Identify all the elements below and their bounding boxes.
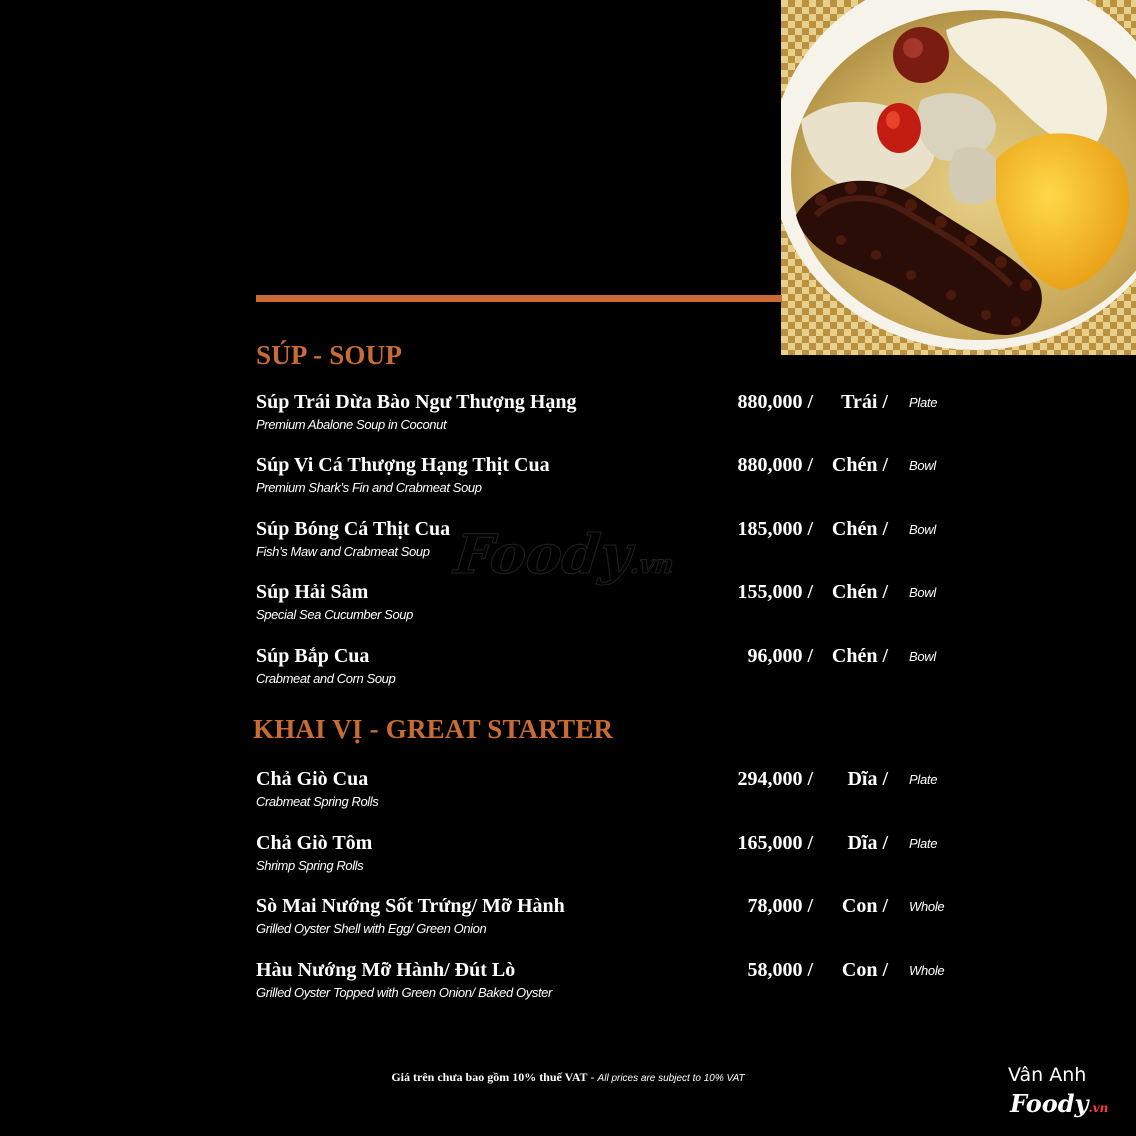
item-name-vn: Súp Hải Sâm (256, 581, 369, 603)
item-name-en: Premium Shark’s Fin and Crabmeat Soup (256, 480, 482, 495)
item-unit-en: Plate (909, 772, 938, 787)
item-unit-en: Bowl (909, 522, 936, 537)
item-unit-en: Plate (909, 395, 938, 410)
item-name-vn: Súp Bóng Cá Thịt Cua (256, 518, 451, 540)
menu-item (256, 454, 956, 504)
item-name-en: Fish’s Maw and Crabmeat Soup (256, 544, 430, 559)
menu-item (256, 895, 956, 945)
item-name-en: Crabmeat Spring Rolls (256, 794, 379, 809)
item-unit-vn: Chén / (831, 454, 888, 476)
item-price: 96,000 / (747, 645, 813, 667)
item-unit-vn: Chén / (831, 518, 888, 540)
item-unit-en: Plate (909, 836, 938, 851)
menu-item (256, 832, 956, 882)
item-name-vn: Chả Giò Tôm (256, 832, 373, 854)
section-title-starter: KHAI VỊ - GREAT STARTER (253, 714, 614, 744)
item-name-vn: Sò Mai Nướng Sốt Trứng/ Mỡ Hành (256, 895, 565, 917)
vat-note-vn: Giá trên chưa bao gồm 10% thuế VAT (391, 1070, 588, 1084)
uploader-name: Vân Anh (1008, 1064, 1087, 1086)
menu-item (256, 391, 956, 441)
soup-dish-photo (781, 0, 1136, 355)
foody-watermark: Foody.vn (451, 522, 676, 586)
item-name-en: Grilled Oyster Topped with Green Onion/ Baked Oyster (256, 985, 552, 1000)
item-name-en: Grilled Oyster Shell with Egg/ Green Onion (256, 921, 487, 936)
item-unit-vn: Chén / (831, 645, 888, 667)
item-name-vn: Chả Giò Cua (256, 768, 369, 790)
item-name-vn: Hàu Nướng Mỡ Hành/ Đút Lò (256, 959, 516, 981)
menu-item (256, 518, 956, 568)
item-price: 155,000 / (737, 581, 813, 603)
vat-note (0, 1070, 1136, 1085)
item-unit-vn: Dĩa / (847, 832, 888, 854)
item-unit-vn: Con / (841, 959, 888, 981)
item-unit-en: Bowl (909, 458, 936, 473)
item-name-vn: Súp Bắp Cua (256, 645, 370, 667)
menu-item (256, 645, 956, 695)
item-price: 880,000 / (737, 454, 813, 476)
item-price: 185,000 / (737, 518, 813, 540)
item-name-en: Crabmeat and Corn Soup (256, 671, 396, 686)
item-unit-vn: Trái / (841, 391, 888, 413)
section-title-soup: SÚP - SOUP (256, 340, 403, 370)
item-unit-en: Bowl (909, 649, 936, 664)
item-name-vn: Súp Trái Dừa Bào Ngư Thượng Hạng (256, 391, 577, 413)
menu-item (256, 581, 956, 631)
foody-logo: Foody.vn (1010, 1089, 1109, 1118)
item-unit-vn: Con / (841, 895, 888, 917)
item-unit-vn: Chén / (831, 581, 888, 603)
menu-item (256, 959, 956, 1009)
menu-item (256, 768, 956, 818)
item-price: 294,000 / (737, 768, 813, 790)
vat-note-en: All prices are subject to 10% VAT (597, 1073, 745, 1084)
item-name-en: Premium Abalone Soup in Coconut (256, 417, 447, 432)
item-unit-en: Bowl (909, 585, 936, 600)
item-unit-en: Whole (909, 963, 945, 978)
item-price: 880,000 / (737, 391, 813, 413)
item-unit-vn: Dĩa / (847, 768, 888, 790)
item-price: 58,000 / (747, 959, 813, 981)
vat-note-separator: - (587, 1070, 598, 1084)
item-price: 78,000 / (747, 895, 813, 917)
item-name-en: Shrimp Spring Rolls (256, 858, 364, 873)
accent-divider (256, 295, 782, 302)
item-name-en: Special Sea Cucumber Soup (256, 607, 413, 622)
item-price: 165,000 / (737, 832, 813, 854)
item-name-vn: Súp Vi Cá Thượng Hạng Thịt Cua (256, 454, 550, 476)
item-unit-en: Whole (909, 899, 945, 914)
